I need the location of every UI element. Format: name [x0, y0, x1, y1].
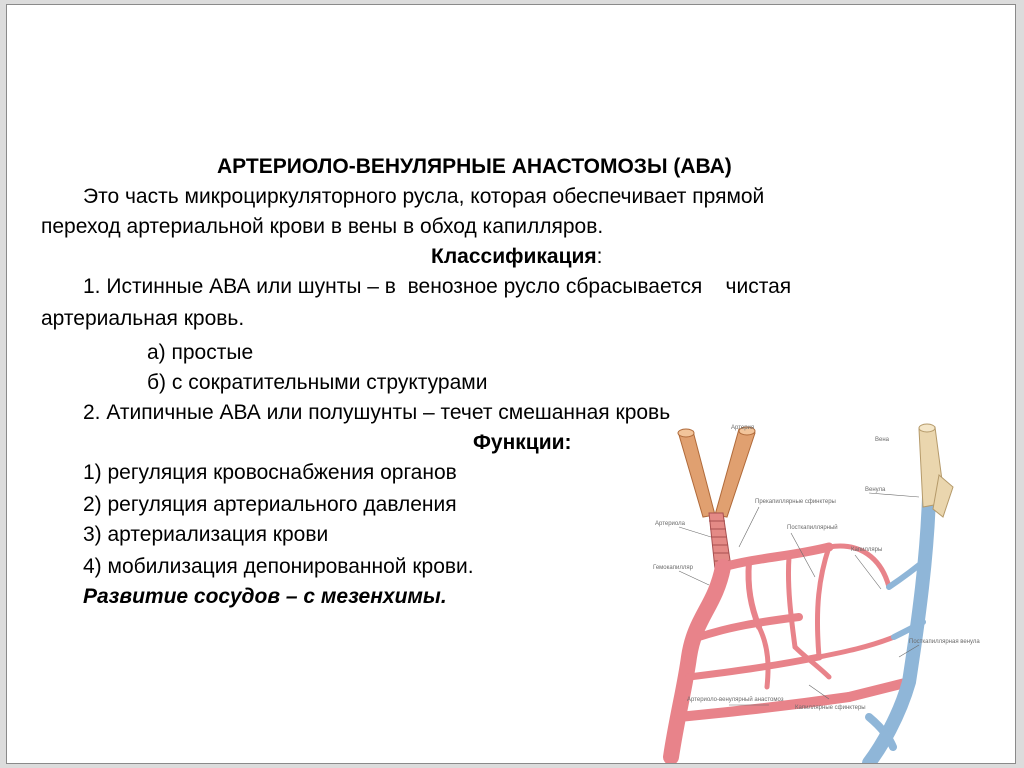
function-item: 4) мобилизация депонированной крови. [83, 555, 474, 578]
function-item: 3) артериализация крови [83, 523, 329, 546]
artery-left-end [678, 429, 694, 437]
intro-line-2: переход артериальной крови в вены в обход капилляров. [41, 215, 604, 238]
label-ava: Артериоло-венулярный анастомоз [687, 697, 784, 703]
label-precap-sphincters: Прекапиллярные сфинктеры [755, 499, 836, 505]
classification-heading [431, 241, 603, 272]
classification-item-1-line-1: 1. Истинные АВА или шунты – в венозное русло сбрасывается чистая [83, 275, 792, 298]
function-item: 2) регуляция артериального давления [83, 493, 457, 516]
slide-title: АРТЕРИОЛО-ВЕНУЛЯРНЫЕ АНАСТОМОЗЫ (АВА) [217, 155, 732, 178]
artery-left [679, 431, 715, 517]
classification-heading-text: Классификация [431, 245, 597, 268]
development-note: Развитие сосудов – с мезенхимы. [83, 585, 447, 608]
label-venule: Венула [865, 487, 886, 493]
venous-network [869, 497, 929, 763]
function-item: 1) регуляция кровоснабжения органов [83, 461, 457, 484]
intro-line-1: Это часть микроциркуляторного русла, которая обеспечивает прямой [83, 185, 765, 208]
label-arteries: Артерия [731, 425, 755, 431]
classification-item-2: 2. Атипичные АВА или полушунты – течет смешанная кровь [83, 401, 671, 424]
vein-end [919, 424, 935, 432]
slide [6, 4, 1016, 764]
functions-heading: Функции: [473, 431, 572, 454]
label-arteriole: Артериола [655, 521, 685, 527]
classification-item-1b: б) с сократительными структурами [147, 371, 488, 394]
microcirculation-illustration [619, 417, 1009, 763]
artery-right [715, 429, 755, 517]
label-vein: Вена [875, 437, 889, 443]
label-postcap-venule: Посткапиллярная венула [909, 639, 980, 645]
classification-item-1a: а) простые [147, 341, 254, 364]
classification-colon: : [596, 245, 603, 268]
microcirculation-svg [619, 417, 1009, 763]
label-metarteriole: Гемокапилляр [653, 565, 693, 571]
label-cap-sphincters: Капиллярные сфинктеры [795, 705, 866, 711]
label-capillaries: Капилляры [851, 547, 883, 553]
classification-item-1-line-2: артериальная кровь. [41, 307, 245, 330]
label-postcap: Посткапиллярный [787, 525, 838, 531]
